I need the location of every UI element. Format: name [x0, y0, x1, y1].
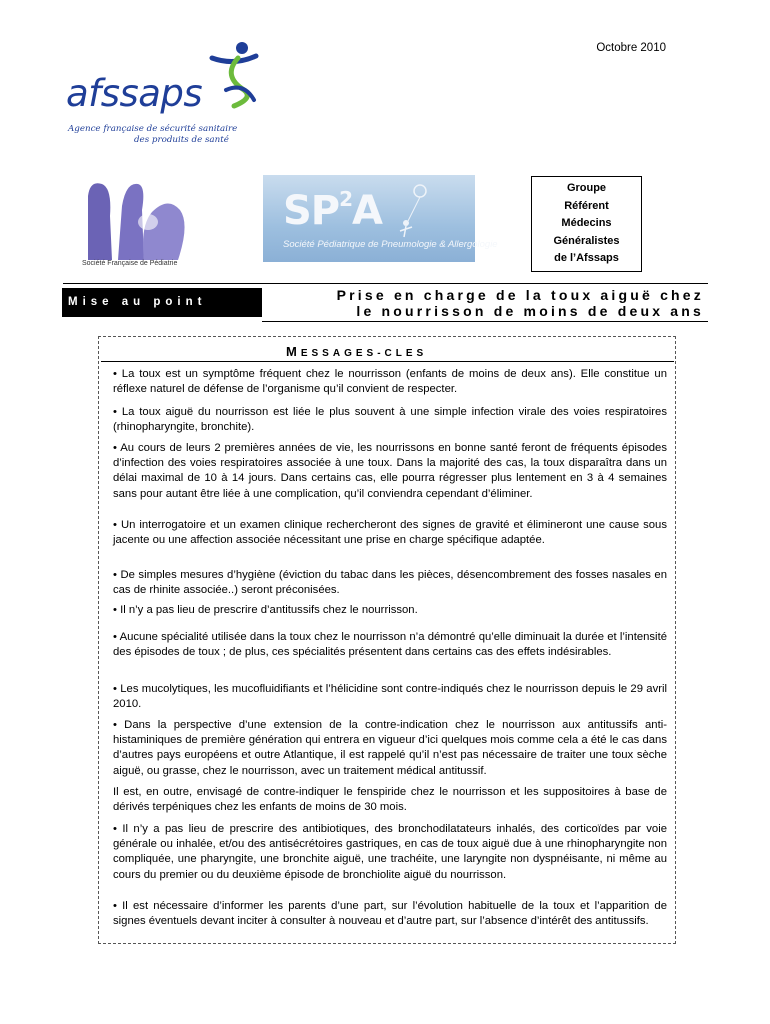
bullet-item: Il est, en outre, envisagé de contre-indiquer le fenspiride chez le nourrisson et les suppositoires à base de dérivés terpéniques chez les enfants de moins de 30 mois. — [113, 786, 667, 814]
bullet-item: • La toux est un symptôme fréquent chez le nourrisson (enfants de moins de deux ans). Elle constitue un réflexe naturel de défense de l’organisme qu’il convient de respecter. — [113, 368, 667, 396]
bullet-item: • Aucune spécialité utilisée dans la toux chez le nourrisson n’a démontré qu’elle diminuait la durée et l’intensité des épisodes de toux ; de plus, ces spécialités présentent dans certains cas des effets indésirables. — [113, 631, 667, 659]
title-line-2: le nourrisson de moins de deux ans — [356, 303, 704, 319]
sp2a-subtitle: Société Pédiatrique de Pneumologie & Allergologie — [283, 239, 498, 250]
groupe-line: Médecins — [561, 217, 612, 229]
document-title — [300, 287, 704, 319]
bullet-item: • Dans la perspective d’une extension de la contre-indication chez le nourrisson aux antitussifs anti-histaminiques de première génération qui entrera en vigueur d’ici quelques mois comme cela a été le cas dans d’autres pays européens et outre Atlantique, il est rappelé qu’il n’est pas nécessaire de traiter une toux sèche aiguë, ou grasse, chez le nourrisson, avec un traitement médical antitussif. — [113, 719, 667, 777]
groupe-referent-box — [531, 176, 642, 272]
groupe-line: Groupe — [566, 182, 607, 194]
afssaps-wordmark: afssaps — [66, 72, 203, 115]
bullet-item: • Il n’y a pas lieu de prescrire des antibiotiques, des bronchodilatateurs inhalés, des corticoïdes par voie générale ou inhalée, et/ou des antisécrétoires gastriques, en cas de toux aiguë due à une rhinopharyngite non compliquée, une pharyngite, une bronchite aiguë, une trachéite, une laryngite non dyspnéisante, ni même au cours du premier ou du deuxième épisode de bronchiolite aiguë du nourrisson. — [113, 823, 667, 881]
header-divider — [63, 283, 708, 284]
groupe-line: de l’Afssaps — [554, 252, 619, 264]
bullet-item: • Les mucolytiques, les mucofluidifiants et l’hélicidine sont contre-indiqués chez le nourrisson depuis le 29 avril 2010. — [113, 683, 667, 711]
hands-icon — [82, 176, 190, 260]
title-line-1: Prise en charge de la toux aiguë chez — [336, 287, 704, 303]
bullet-item: • Il n’y a pas lieu de prescrire d’antitussifs chez le nourrisson. — [113, 604, 418, 616]
sfp-logo — [82, 176, 190, 272]
section-label: Mise au point — [62, 288, 262, 317]
groupe-line: Référent — [564, 199, 609, 212]
bullet-item: • Il est nécessaire d’informer les parents d’une part, sur l’évolution habituelle de la toux et l’apparition de signes éventuels devant inciter à consulter à nouveau et d’autre part, sur l’absence d’intérêt des antitussifs. — [113, 900, 667, 928]
afssaps-tagline-1: Agence française de sécurité sanitaire — [68, 124, 238, 134]
bullet-item: • Au cours de leurs 2 premières années de vie, les nourrissons en bonne santé feront de fréquents épisodes d’infection des voies respiratoires associée à une toux. Dans la majorité des cas, la toux disparaîtra dans un délai maximal de 10 à 14 jours. Dans certains cas, elle pourra régresser plus lentement en 3 à 4 semaines sans pour autant être liée à une complication, qu’il conviendra cependant d’éliminer. — [113, 442, 667, 500]
bullet-item: • Un interrogatoire et un examen clinique rechercheront des signes de gravité et élimineront une cause sous jacente ou une affection associée nécessitant une prise en charge spécifique adaptée. — [113, 519, 667, 547]
title-divider — [262, 321, 708, 322]
messages-title: MESSAGES-CLES — [286, 344, 428, 359]
sp2a-logo — [263, 175, 498, 262]
sfp-caption: Société Française de Pédiatrie — [82, 260, 178, 267]
afssaps-tagline-2: des produits de santé — [134, 135, 229, 145]
afssaps-figure-icon — [204, 40, 264, 110]
afssaps-logo — [66, 44, 266, 154]
groupe-line: Généralistes — [553, 234, 620, 247]
sp2a-mark: $SP^2A$ — [283, 187, 383, 234]
bullet-item: • De simples mesures d’hygiène (éviction du tabac dans les pièces, désencombrement des fosses nasales en cas de rhinite associée..) seront préconisées. — [113, 569, 667, 597]
messages-title-underline — [101, 361, 674, 362]
bullet-item: • La toux aiguë du nourrisson est liée le plus souvent à une simple infection virale des voies respiratoires (rhinopharyngite, bronchite). — [113, 406, 667, 434]
document-date: Octobre 2010 — [596, 42, 666, 54]
